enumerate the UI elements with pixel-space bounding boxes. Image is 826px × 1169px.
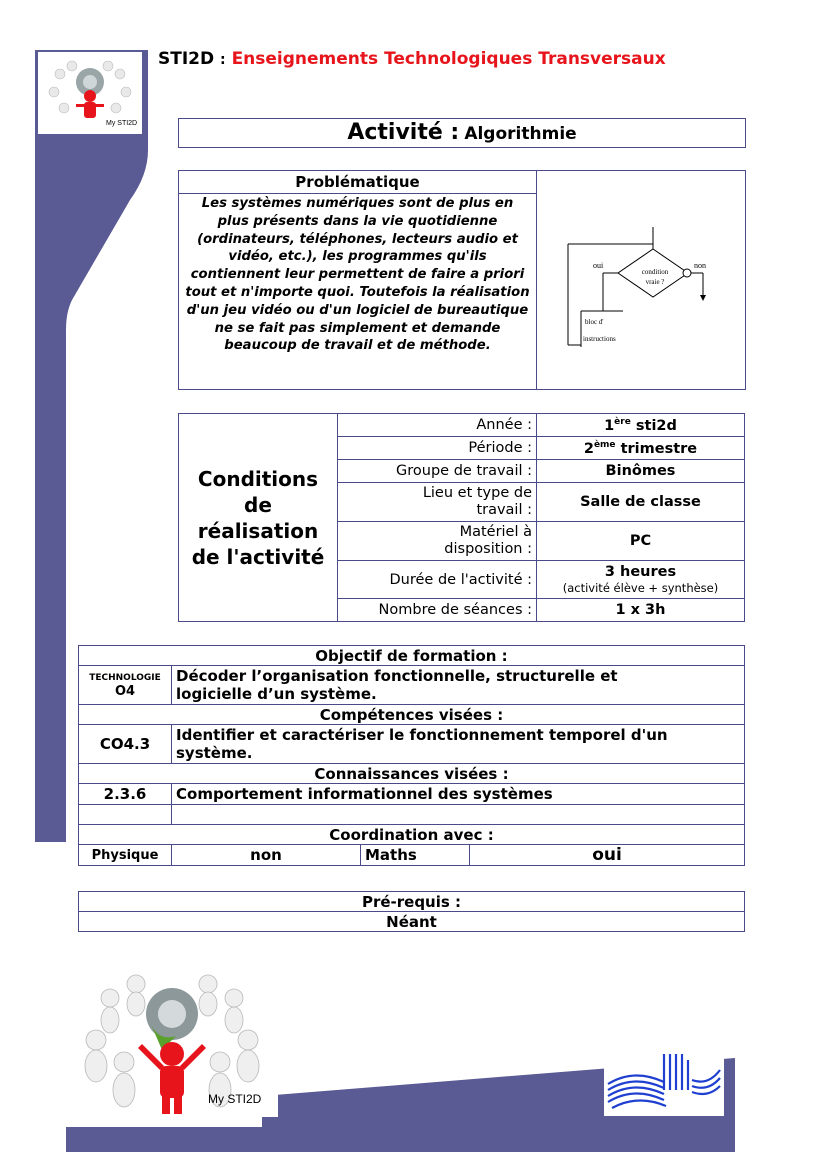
condition-value: Salle de classe bbox=[537, 483, 745, 522]
connaissance-code: 2.3.6 bbox=[79, 784, 172, 805]
coord-subject: Physique bbox=[79, 845, 172, 866]
conditions-title: Conditions de réalisation de l'activité bbox=[179, 414, 338, 622]
header-prefix: STI2D bbox=[158, 49, 215, 69]
condition-value: 1ère sti2d bbox=[537, 414, 745, 437]
prerequis-table bbox=[78, 891, 745, 932]
condition-value: PC bbox=[537, 522, 745, 561]
school-emblem-icon bbox=[604, 1050, 724, 1116]
sti2d-logo-small bbox=[38, 52, 142, 134]
flowchart-condition-2: vraie ? bbox=[645, 278, 665, 286]
competence-code: CO4.3 bbox=[79, 725, 172, 764]
condition-label: Groupe de travail : bbox=[338, 460, 537, 483]
objectif-header: Objectif de formation : bbox=[79, 646, 745, 666]
flowchart-diagram bbox=[563, 227, 713, 367]
conditions-table bbox=[178, 413, 745, 622]
coord-subject: Maths bbox=[361, 845, 470, 866]
competences-header: Compétences visées : bbox=[79, 705, 745, 725]
problematique-text: Les systèmes numériques sont de plus en plus présents dans la vie quotidienne (ordinateurs, téléphones, lecteurs audio et vidéo, etc.), les programmes qu'ils contiennent leur permettent de faire a priori tout et n'importe quoi. Toutefois la réalisation d'un jeu vidéo ou d'un logiciel de bureautique ne se fait pas simplement et demande beaucoup de travail et de méthode. bbox=[185, 196, 530, 354]
connaissances-header: Connaissances visées : bbox=[79, 764, 745, 784]
objectives-table bbox=[78, 645, 745, 866]
connaissance-text: Comportement informationnel des systèmes bbox=[172, 784, 745, 805]
page-header bbox=[158, 49, 666, 69]
empty-cell bbox=[172, 805, 745, 825]
sti2d-logo-large bbox=[66, 962, 278, 1117]
condition-label: Période : bbox=[338, 437, 537, 460]
objectif-text: Décoder l’organisation fonctionnelle, structurelle et logicielle d’un système. bbox=[172, 666, 745, 705]
activity-label: Activité : bbox=[347, 120, 460, 145]
header-title: Enseignements Technologiques Transversaux bbox=[231, 49, 666, 69]
logo-caption: My STI2D bbox=[208, 1092, 262, 1106]
objectif-code: TECHNOLOGIE O4 bbox=[79, 666, 172, 705]
condition-value: 2ème trimestre bbox=[537, 437, 745, 460]
condition-value: 1 x 3h bbox=[537, 599, 745, 622]
problematique-box bbox=[178, 170, 746, 390]
condition-value: Binômes bbox=[537, 460, 745, 483]
prerequis-header: Pré-requis : bbox=[79, 892, 745, 912]
condition-label: Lieu et type de travail : bbox=[338, 483, 537, 522]
problematique-divider bbox=[179, 193, 536, 194]
activity-title-box bbox=[178, 118, 746, 148]
condition-label: Durée de l'activité : bbox=[338, 561, 537, 599]
school-logo bbox=[604, 1050, 724, 1116]
flowchart-non-label: non bbox=[694, 261, 706, 270]
flowchart-oui-label: oui bbox=[593, 261, 604, 270]
condition-label: Matériel à disposition : bbox=[338, 522, 537, 561]
condition-label: Année : bbox=[338, 414, 537, 437]
logo-caption: My STI2D bbox=[106, 120, 138, 127]
problematique-vertical-divider bbox=[536, 171, 537, 389]
activity-name: Algorithmie bbox=[464, 124, 577, 144]
prerequis-value: Néant bbox=[79, 912, 745, 932]
problematique-title: Problématique bbox=[295, 173, 420, 191]
flowchart-block-2: instructions bbox=[583, 335, 616, 343]
flowchart-block-1: bloc d' bbox=[585, 318, 604, 326]
header-separator: : bbox=[220, 52, 226, 68]
flowchart-condition-1: condition bbox=[641, 268, 669, 276]
coord-value: oui bbox=[470, 845, 745, 866]
condition-value: 3 heures (activité élève + synthèse) bbox=[537, 561, 745, 599]
condition-label: Nombre de séances : bbox=[338, 599, 537, 622]
coord-value: non bbox=[172, 845, 361, 866]
empty-cell bbox=[79, 805, 172, 825]
competence-text: Identifier et caractériser le fonctionnement temporel d'un système. bbox=[172, 725, 745, 764]
coordination-header: Coordination avec : bbox=[79, 825, 745, 845]
